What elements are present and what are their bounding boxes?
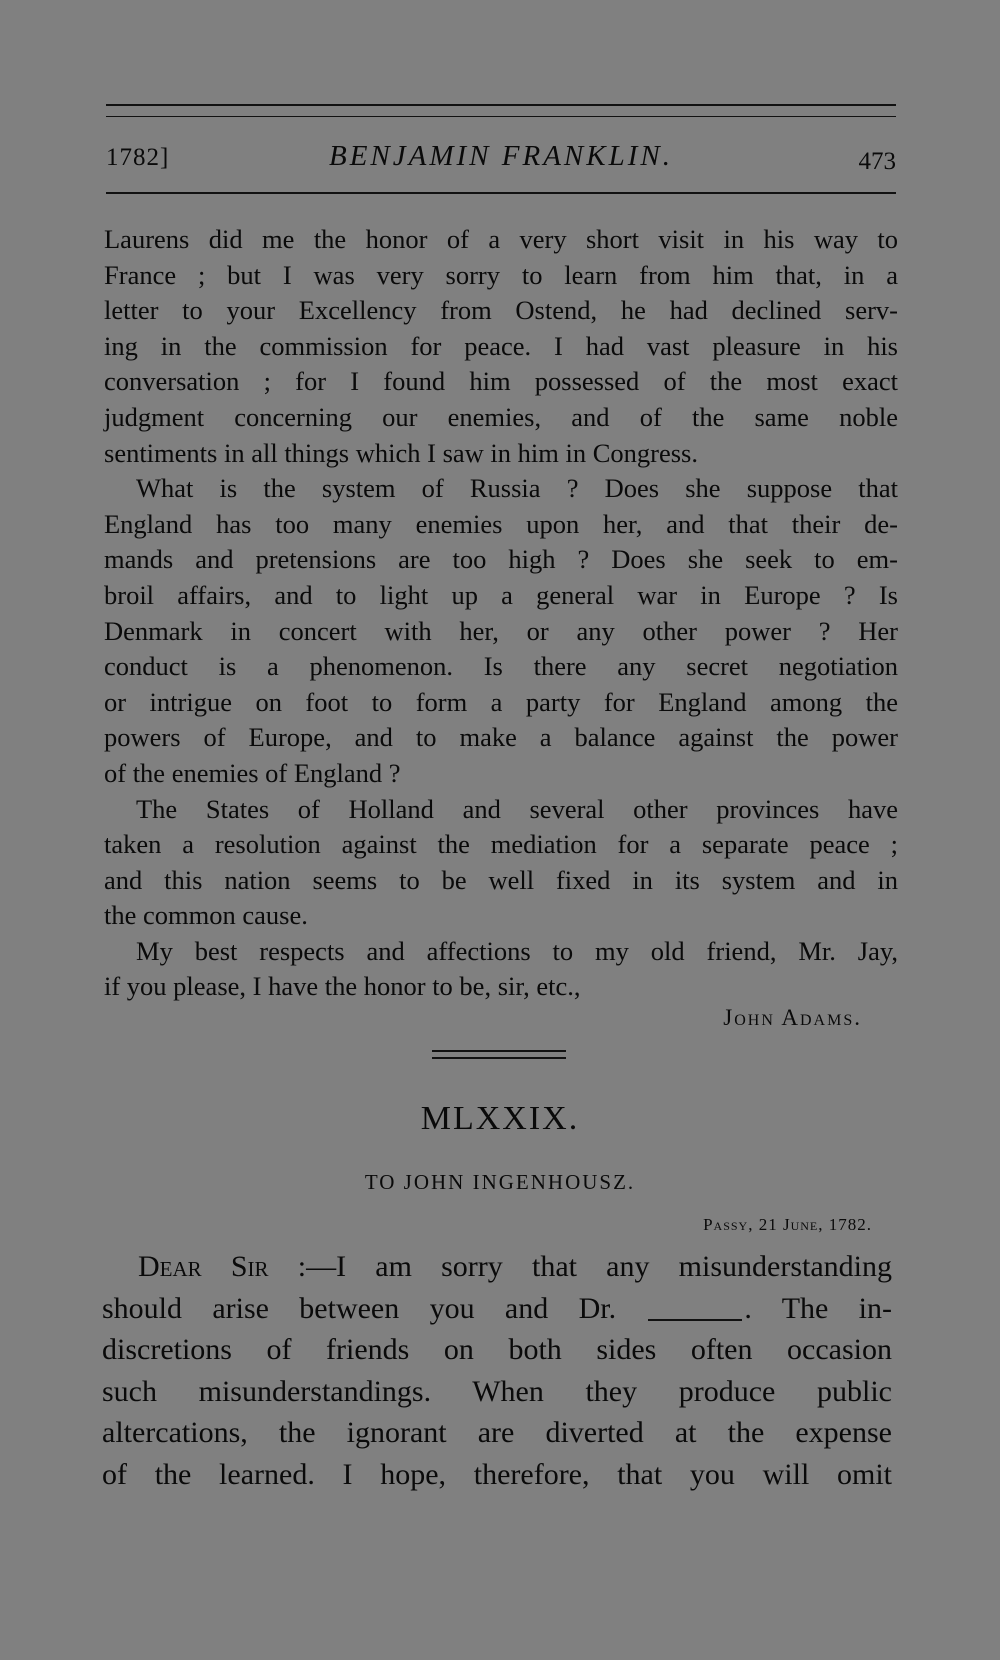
letter-line: such misunderstandings. When they produce public <box>102 1374 892 1408</box>
header-year: 1782] <box>106 144 170 171</box>
letter-line <box>102 1288 892 1330</box>
dateline: Passy, 21 June, 1782. <box>703 1215 872 1234</box>
section-divider-1 <box>432 1050 566 1052</box>
text-line: of the enemies of England ? <box>104 757 401 788</box>
text-line: if you please, I have the honor to be, sir, etc., <box>104 971 581 1002</box>
top-rule-2 <box>106 116 896 117</box>
text-line: judgment concerning our enemies, and of the same noble <box>104 401 898 432</box>
signature <box>723 1005 862 1031</box>
letter-line-end: . The in- <box>744 1291 892 1325</box>
section-divider-2 <box>432 1057 566 1059</box>
letter-line: of the learned. I hope, therefore, that you will omit <box>102 1457 892 1491</box>
letter-line <box>102 1246 892 1288</box>
text-line: conversation ; for I found him possessed of the most exact <box>104 366 898 397</box>
page-number: 473 <box>858 148 896 175</box>
text-line: England has too many enemies upon her, and that their de- <box>104 508 898 539</box>
salutation: Dear Sir <box>138 1250 269 1283</box>
letter-line: altercations, the ignorant are diverted at the expense <box>102 1416 892 1449</box>
header-title: BENJAMIN FRANKLIN. <box>329 140 673 172</box>
redacted-name-blank <box>648 1301 742 1321</box>
letter-body <box>104 222 898 1005</box>
text-line: broil affairs, and to light up a general war in Europe ? Is <box>104 579 898 610</box>
text-line: My best respects and affections to my old friend, Mr. Jay, <box>136 935 898 966</box>
text-line: What is the system of Russia ? Does she suppose that <box>136 473 898 504</box>
text-line: ing in the commission for peace. I had vast pleasure in his <box>104 330 898 361</box>
section-number: MLXXIX. <box>420 1100 580 1137</box>
text-line: Laurens did me the honor of a very short visit in his way to <box>104 224 898 254</box>
text-line: France ; but I was very sorry to learn from him that, in a <box>104 259 898 290</box>
top-rule-1 <box>106 104 896 106</box>
signature-name: John Adams. <box>723 1005 862 1030</box>
letter-to-ingenhousz <box>102 1246 892 1495</box>
text-line: or intrigue on foot to form a party for England among the <box>104 686 898 717</box>
text-line: The States of Holland and several other provinces have <box>136 793 898 824</box>
text-line: powers of Europe, and to make a balance against the power <box>104 722 898 753</box>
text-line: sentiments in all things which I saw in him in Congress. <box>104 437 698 468</box>
text-line: and this nation seems to be well fixed in its system and in <box>104 864 898 895</box>
text-line: letter to your Excellency from Ostend, he had declined serv- <box>104 295 898 326</box>
text-line: conduct is a phenomenon. Is there any secret negotiation <box>104 651 898 682</box>
text-line: the common cause. <box>104 900 308 931</box>
text-line: taken a resolution against the mediation for a separate peace ; <box>104 829 898 860</box>
letter-line-start: should arise between you and Dr. <box>102 1291 617 1325</box>
addressee: TO JOHN INGENHOUSZ. <box>364 1170 636 1194</box>
letter-line: discretions of friends on both sides often occasion <box>102 1333 892 1366</box>
text-line: mands and pretensions are too high ? Does she seek to em- <box>104 544 898 575</box>
text-line: Denmark in concert with her, or any other power ? Her <box>104 615 898 646</box>
running-header <box>106 140 896 184</box>
letter-line-rest: :—I am sorry that any misunderstanding <box>268 1250 892 1283</box>
header-bottom-rule <box>106 192 896 194</box>
